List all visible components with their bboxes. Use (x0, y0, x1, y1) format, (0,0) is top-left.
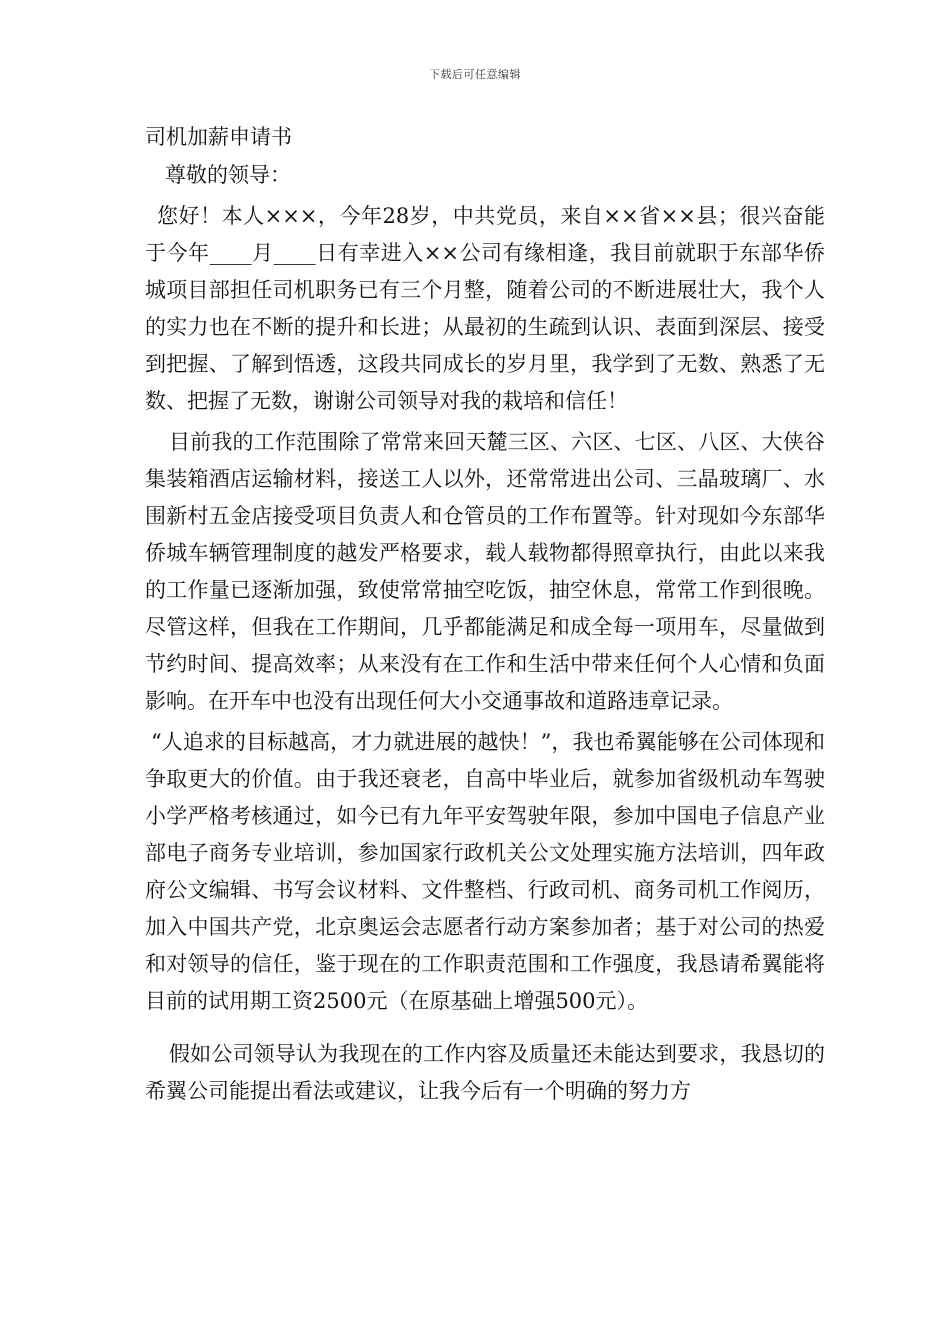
document-body (145, 118, 825, 1110)
paragraph-request: “人追求的目标越高，才力就进展的越快！”，我也希翼能够在公司体现和争取更大的价值。由于我还衰老，自高中毕业后，就参加省级机动车驾驶小学严格考核通过，如今已有九年平安驾驶年限，参加中国电子信息产业部电子商务专业培训，参加国家行政机关公文处理实施方法培训，四年政府公文编辑、书写会议材料、文件整档、行政司机、商务司机工作阅历，加入中国共产党，北京奥运会志愿者行动方案参加者；基于对公司的热爱和对领导的信任，鉴于现在的工作职责范围和工作强度，我恳请希翼能将目前的试用期工资2500元（在原基础上增强500元）。 (145, 730, 825, 1013)
document-title: 司机加薪申请书 (145, 125, 292, 149)
salutation: 尊敬的领导： (165, 163, 291, 187)
paragraph-introduction: 您好！本人×××，今年28岁，中共党员，来自××省××县；很兴奋能于今年____月____日有幸进入××公司有缘相逢，我目前就职于东部华侨城项目部担任司机职务已有三个月整，随着公司的不断进展壮大，我个人的实力也在不断的提升和长进；从最初的生疏到认识、表面到深层、接受到把握、了解到悟透，这段共同成长的岁月里，我学到了无数、熟悉了无数、把握了无数，谢谢公司领导对我的栽培和信任！ (145, 204, 825, 413)
paragraph-feedback: 假如公司领导认为我现在的工作内容及质量还未能达到要求，我恳切的希翼公司能提出看法或建议，让我今后有一个明确的努力方 (145, 1042, 825, 1103)
paragraph-work-scope: 目前我的工作范围除了常常来回天麓三区、六区、七区、八区、大侠谷集装箱酒店运输材料，接送工人以外，还常常进出公司、三晶玻璃厂、水围新村五金店接受项目负责人和仓管员的工作布置等。针对现如今东部华侨城车辆管理制度的越发严格要求，载人载物都得照章执行，由此以来我的工作量已逐渐加强，致使常常抽空吃饭，抽空休息，常常工作到很晚。尽管这样，但我在工作期间，几乎都能满足和成全每一项用车，尽量做到节约时间、提高效率；从来没有在工作和生活中带来任何个人心情和负面影响。在开车中也没有出现任何大小交通事故和道路违章记录。 (145, 430, 825, 713)
page-header: 下载后可任意编辑 (429, 68, 521, 81)
